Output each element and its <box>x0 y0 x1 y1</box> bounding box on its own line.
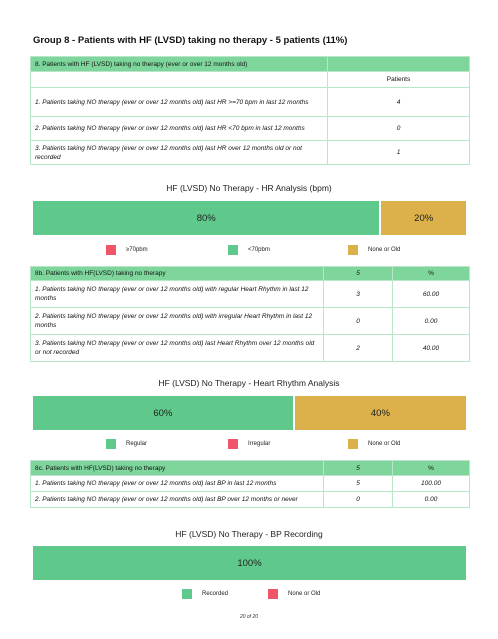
table-row <box>31 308 470 335</box>
legend-hr-1 <box>106 245 148 255</box>
legend-hr-2 <box>228 245 270 255</box>
table-row <box>31 492 470 508</box>
row-pct: 0.00 <box>393 492 470 508</box>
legend-swatch <box>106 439 116 449</box>
row-label: 3. Patients taking NO therapy (ever or over 12 months old) last HR over 12 months old or not recorded <box>31 141 328 165</box>
row-label: 1. Patients taking NO therapy (ever or over 12 months old) last BP in last 12 months <box>31 476 324 492</box>
chart-title-hr: HF (LVSD) No Therapy - HR Analysis (bpm) <box>166 183 332 193</box>
bar-segment: 40% <box>293 396 466 430</box>
table-8b <box>30 266 470 362</box>
page-number: 20 of 20 <box>239 614 259 620</box>
row-pct: 60.00 <box>393 281 470 308</box>
table-8-subheader-blank <box>31 72 328 88</box>
bar-segment: 100% <box>33 546 466 580</box>
legend-label: Regular <box>126 441 148 447</box>
table-row <box>31 476 470 492</box>
table-8c-header: 8c. Patients with HF(LVSD) taking no therapy <box>31 461 324 476</box>
legend-label: Irregular <box>248 441 271 447</box>
row-value: 1 <box>328 141 470 165</box>
legend-rhythm-1 <box>106 439 147 449</box>
row-label: 2. Patients taking NO therapy (ever or over 12 months old) last HR <70 bpm in last 12 months <box>31 117 328 141</box>
table-row <box>31 141 470 165</box>
legend-rhythm-3 <box>348 439 400 449</box>
row-value: 4 <box>328 88 470 117</box>
table-row <box>31 281 470 308</box>
chart-title-rhythm: HF (LVSD) No Therapy - Heart Rhythm Analysis <box>158 378 340 388</box>
table-8b-header-pct: % <box>393 267 470 281</box>
bar-segment: 20% <box>379 201 466 235</box>
row-count: 0 <box>324 492 393 508</box>
legend-swatch <box>228 245 238 255</box>
table-8c-header-count: 5 <box>324 461 393 476</box>
legend-label: None or Old <box>368 247 401 253</box>
row-label: 1. Patients taking NO therapy (ever or over 12 months old) with regular Heart Rhythm in last 12 months <box>31 281 324 308</box>
bar-segment: 60% <box>33 396 293 430</box>
row-count: 5 <box>324 476 393 492</box>
legend-swatch <box>106 245 116 255</box>
legend-bp-2 <box>268 589 320 599</box>
legend-bp-1 <box>182 589 228 599</box>
table-8b-header-count: 5 <box>324 267 393 281</box>
table-8c <box>30 460 470 508</box>
row-label: 3. Patients taking NO therapy (ever or over 12 months old) last Heart Rhythm over 12 months old or not recorded <box>31 335 324 362</box>
legend-swatch <box>228 439 238 449</box>
row-count: 2 <box>324 335 393 362</box>
legend-swatch <box>348 439 358 449</box>
legend-label: None or Old <box>368 441 401 447</box>
chart-title-bp: HF (LVSD) No Therapy - BP Recording <box>175 529 323 539</box>
legend-swatch <box>348 245 358 255</box>
row-label: 2. Patients taking NO therapy (ever or over 12 months old) last BP over 12 months or never <box>31 492 324 508</box>
legend-hr-3 <box>348 245 400 255</box>
legend-label: None or Old <box>288 591 321 597</box>
legend-swatch <box>182 589 192 599</box>
row-pct: 0.00 <box>393 308 470 335</box>
row-pct: 100.00 <box>393 476 470 492</box>
legend-rhythm-2 <box>228 439 270 449</box>
row-label: 1. Patients taking NO therapy (ever or over 12 months old) last HR >=70 bpm in last 12 months <box>31 88 328 117</box>
bar-segment: 80% <box>33 201 379 235</box>
table-8-col-header: Patients <box>328 72 470 88</box>
bar-hr <box>33 201 466 235</box>
table-8 <box>30 56 470 165</box>
table-row <box>31 117 470 141</box>
table-8-header-blank <box>328 57 470 72</box>
row-count: 3 <box>324 281 393 308</box>
legend-label: <70pbm <box>248 247 270 253</box>
bar-bp <box>33 546 466 580</box>
table-row <box>31 335 470 362</box>
table-row <box>31 88 470 117</box>
table-8c-header-pct: % <box>393 461 470 476</box>
legend-label: Recorded <box>202 591 229 597</box>
row-label: 2. Patients taking NO therapy (ever or over 12 months old) with irregular Heart Rhythm in last 12 months <box>31 308 324 335</box>
table-8-header: 8. Patients with HF (LVSD) taking no therapy (ever or over 12 months old) <box>31 57 328 72</box>
row-pct: 40.00 <box>393 335 470 362</box>
row-count: 0 <box>324 308 393 335</box>
legend-label: ≥70pbm <box>126 247 148 253</box>
table-8b-header: 8b. Patients with HF(LVSD) taking no therapy <box>31 267 324 281</box>
row-value: 0 <box>328 117 470 141</box>
legend-swatch <box>268 589 278 599</box>
page-title: Group 8 - Patients with HF (LVSD) taking no therapy - 5 patients (11%) <box>33 35 348 46</box>
bar-rhythm <box>33 396 466 430</box>
